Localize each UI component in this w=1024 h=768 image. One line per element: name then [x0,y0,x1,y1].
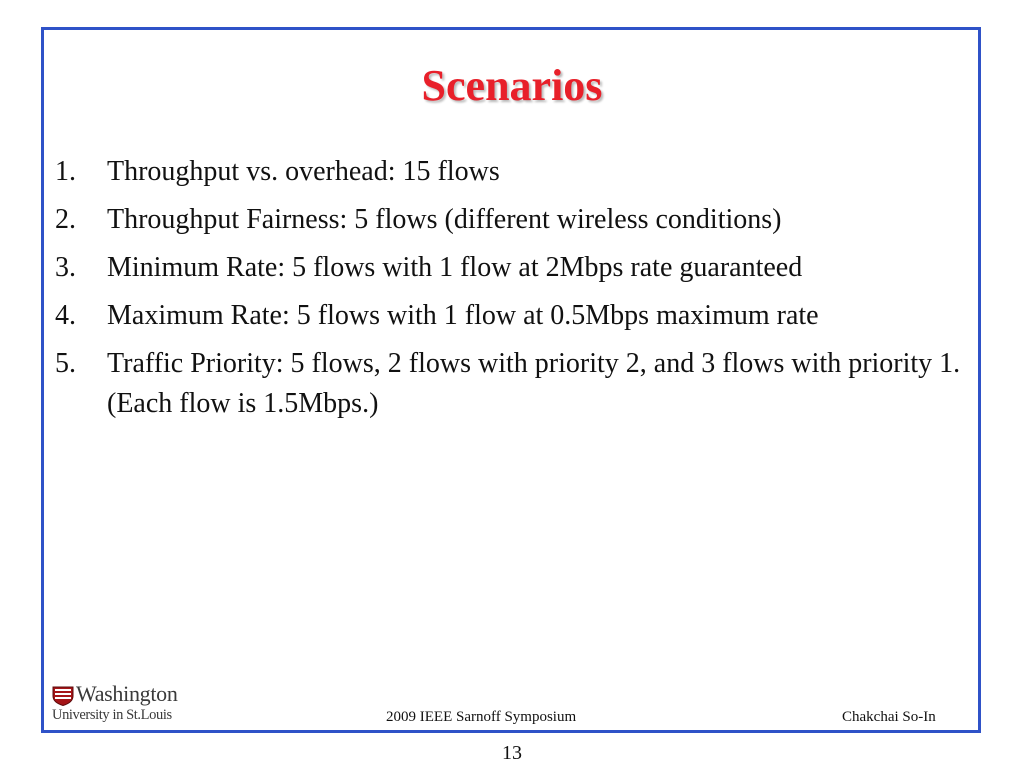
footer-author: Chakchai So-In [842,709,936,725]
scenario-item-1 [55,152,980,192]
item-text: Throughput Fairness: 5 flows (different wireless conditions) [107,204,782,235]
item-text: Minimum Rate: 5 flows with 1 flow at 2Mbps rate guaranteed [107,252,803,283]
scenario-list [55,152,980,432]
scenario-item-4 [55,296,980,336]
scenario-item-3 [55,248,980,288]
footer-event: 2009 IEEE Sarnoff Symposium [386,709,577,725]
item-text: Traffic Priority: 5 flows, 2 flows with priority 2, and 3 flows with priority 1. (Each flow is 1.5Mbps.) [107,348,961,419]
item-number: 4. [55,300,76,331]
scenario-item-5 [55,344,980,424]
slide-title: Scenarios [421,61,603,110]
scenario-item-2 [55,200,980,240]
item-text: Throughput vs. overhead: 15 flows [107,156,500,187]
university-shield-icon [52,686,74,706]
page-number: 13 [502,742,522,764]
item-number: 1. [55,156,76,187]
item-number: 5. [55,348,76,379]
logo-wordmark-line1: Washington [76,681,178,706]
item-number: 2. [55,204,76,235]
university-logo [52,681,184,728]
item-number: 3. [55,252,76,283]
logo-wordmark-line2: University in St.Louis [52,707,172,723]
item-text: Maximum Rate: 5 flows with 1 flow at 0.5Mbps maximum rate [107,300,819,331]
